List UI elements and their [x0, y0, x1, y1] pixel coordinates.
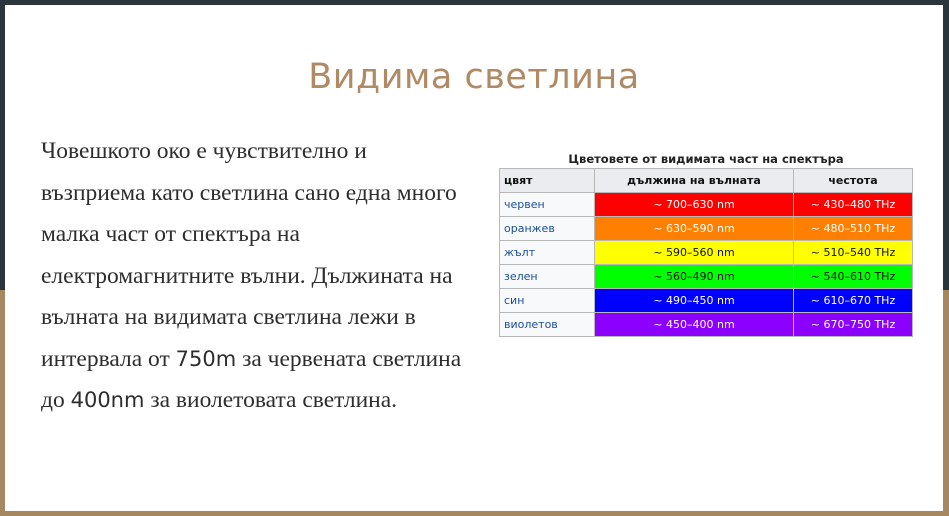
- slide-title: Видима светлина: [308, 57, 640, 97]
- body-text-part1: Човешкото око е чувствително и възприема като светлина сано една много малка част от спектъра на електромагнитните вълни. Дължината на вълната на видимата светлина лежи в интервала от: [41, 138, 457, 372]
- slide: [5, 5, 943, 511]
- wavelength-cell: ~ 590–560 nm: [595, 241, 794, 265]
- body-text: [41, 131, 471, 422]
- frequency-cell: ~ 430–480 THz: [794, 193, 913, 217]
- header-color: цвят: [500, 169, 595, 193]
- wavelength-cell: ~ 630–590 nm: [595, 217, 794, 241]
- frequency-cell: ~ 480–510 THz: [794, 217, 913, 241]
- table-row: [500, 289, 913, 313]
- table-row: [500, 217, 913, 241]
- header-frequency: честота: [794, 169, 913, 193]
- color-name-cell: виолетов: [500, 313, 595, 337]
- body-text-part2: за червената светлина до: [41, 345, 462, 413]
- wavelength-cell: ~ 490–450 nm: [595, 289, 794, 313]
- table-header-row: [500, 169, 913, 193]
- body-text-value-red: 750m: [175, 346, 237, 371]
- spectrum-table-caption: Цветовете от видимата част на спектъра: [568, 152, 844, 166]
- frequency-cell: ~ 670–750 THz: [794, 313, 913, 337]
- header-wavelength: дължина на вълната: [595, 169, 794, 193]
- color-name-cell: оранжев: [500, 217, 595, 241]
- color-name-cell: зелен: [500, 265, 595, 289]
- table-row: [500, 241, 913, 265]
- spectrum-figure: [499, 148, 913, 337]
- table-row: [500, 313, 913, 337]
- wavelength-cell: ~ 700–630 nm: [595, 193, 794, 217]
- wavelength-cell: ~ 450–400 nm: [595, 313, 794, 337]
- spectrum-table: [499, 168, 913, 337]
- color-name-cell: червен: [500, 193, 595, 217]
- color-name-cell: син: [500, 289, 595, 313]
- table-row: [500, 193, 913, 217]
- body-text-part3: за виолетовата светлина.: [144, 387, 398, 413]
- frequency-cell: ~ 610–670 THz: [794, 289, 913, 313]
- table-row: [500, 265, 913, 289]
- spectrum-table-body: [500, 193, 913, 337]
- color-name-cell: жълт: [500, 241, 595, 265]
- frequency-cell: ~ 540–610 THz: [794, 265, 913, 289]
- frequency-cell: ~ 510–540 THz: [794, 241, 913, 265]
- wavelength-cell: ~ 560–490 nm: [595, 265, 794, 289]
- body-text-value-violet: 400nm: [70, 388, 145, 412]
